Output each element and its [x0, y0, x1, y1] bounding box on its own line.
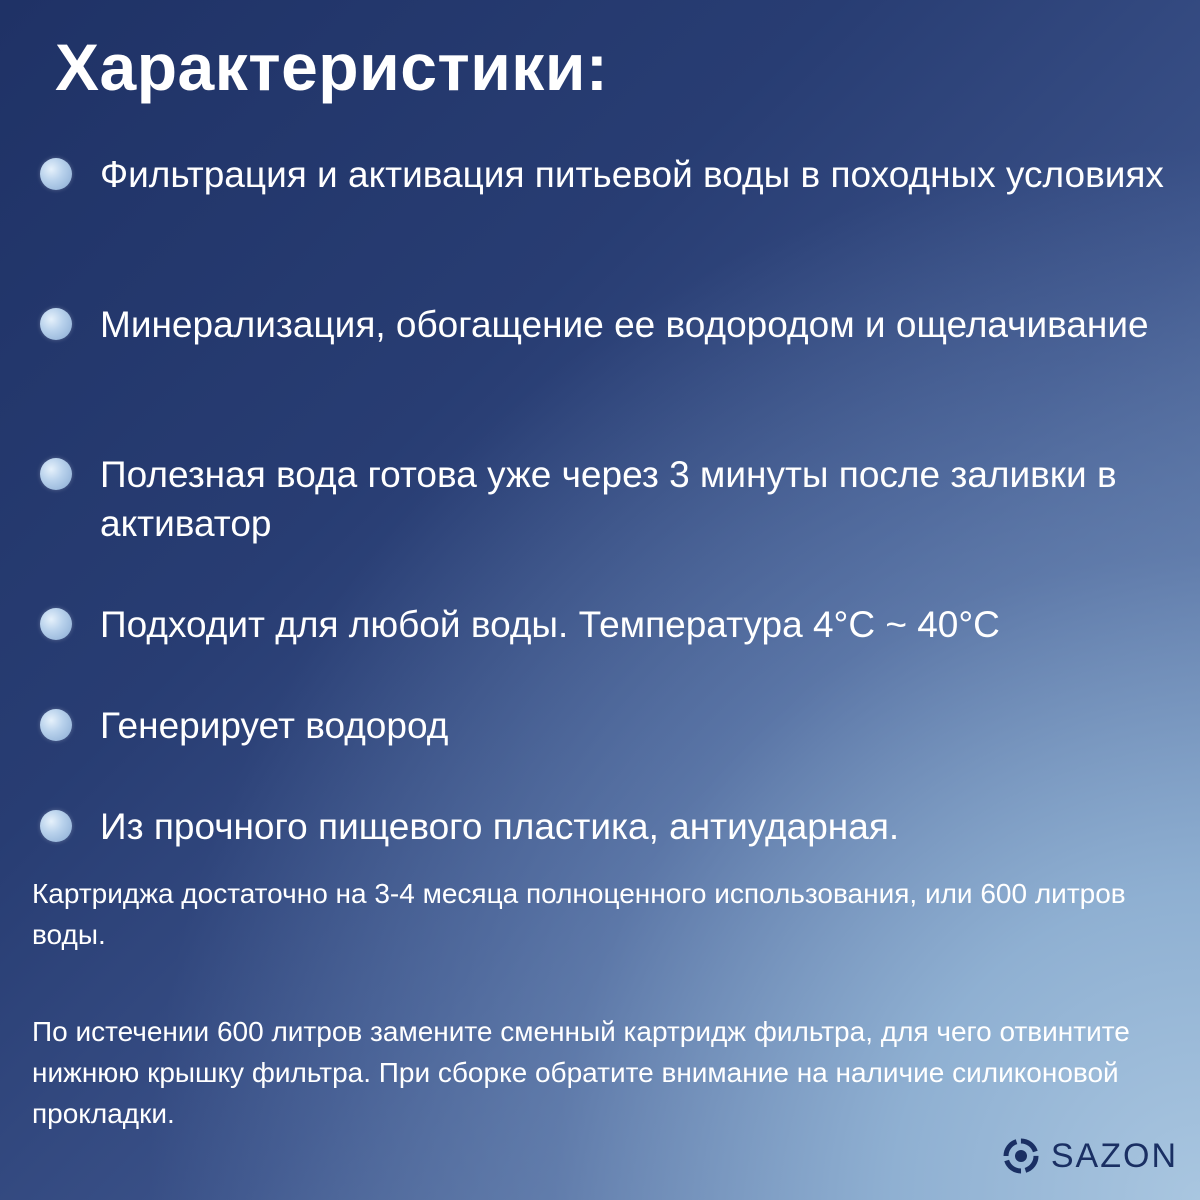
bullet-dot-icon	[40, 709, 72, 741]
feature-text: Минерализация, обогащение ее водородом и ощелачивание	[100, 304, 1149, 345]
bullet-dot-icon	[40, 458, 72, 490]
bullet-dot-icon	[40, 308, 72, 340]
feature-text: Генерирует водород	[100, 705, 449, 746]
bullet-dot-icon	[40, 608, 72, 640]
brand-logo	[1001, 1136, 1178, 1176]
sazon-logo-icon	[1001, 1136, 1041, 1176]
bullet-dot-icon	[40, 158, 72, 190]
feature-text: Фильтрация и активация питьевой воды в походных условиях	[100, 154, 1164, 195]
feature-text: Полезная вода готова уже через 3 минуты после заливки в активатор	[100, 454, 1117, 544]
cartridge-life-note: Картриджа достаточно на 3-4 месяца полноценного использования, или 600 литров воды.	[32, 878, 1126, 950]
cartridge-replacement-note: По истечении 600 литров замените сменный картридж фильтра, для чего отвинтите нижнюю крышку фильтра. При сборке обратите внимание на наличие силиконовой прокладки.	[32, 1016, 1130, 1129]
feature-text: Из прочного пищевого пластика, антиударная.	[100, 806, 900, 847]
page-title: Характеристики:	[55, 30, 609, 104]
bullet-dot-icon	[40, 810, 72, 842]
feature-text: Подходит для любой воды. Температура 4°C ~ 40°C	[100, 604, 1000, 645]
brand-name: SAZON	[1050, 1136, 1178, 1175]
